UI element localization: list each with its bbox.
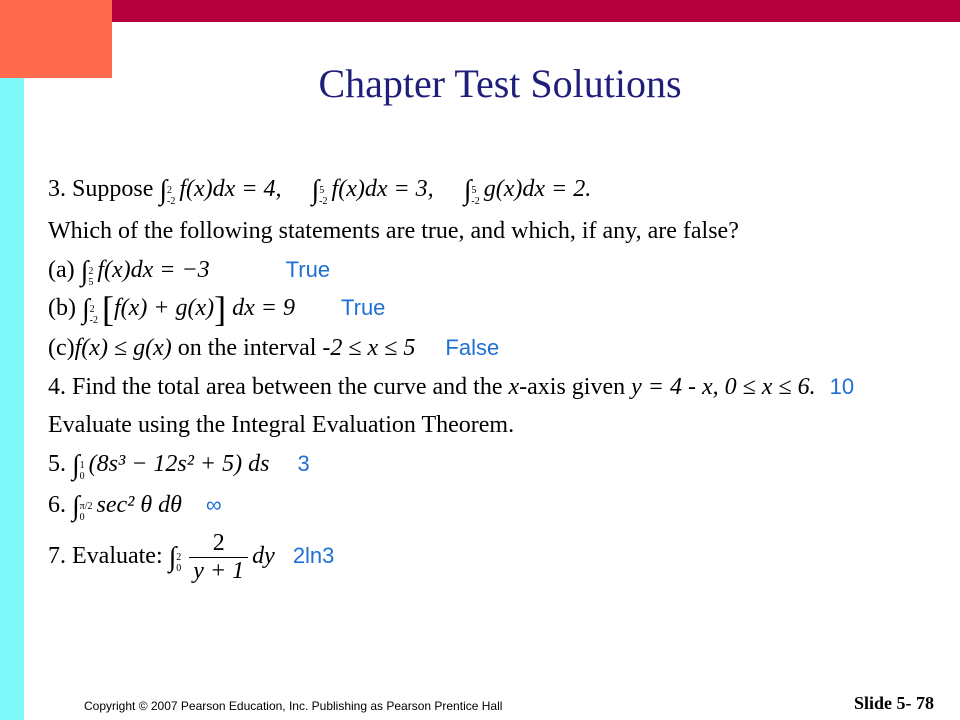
q3c-expr: f(x) ≤ g(x): [74, 335, 172, 361]
q4-answer: 10: [829, 374, 855, 399]
integral-limits: 2 -2: [89, 304, 98, 326]
q4-expr: y = 4 - x, 0 ≤ x ≤ 6.: [631, 374, 816, 400]
integral-limits: 1 0: [79, 460, 85, 482]
copyright-footer: Copyright © 2007 Pearson Education, Inc. Publishing as Pearson Prentice Hall: [84, 699, 503, 713]
q7-fraction: [189, 530, 248, 585]
q5-answer: 3: [297, 451, 310, 476]
integral-limits: 5 -2: [471, 185, 480, 207]
slide-title: Chapter Test Solutions: [318, 61, 682, 106]
q3-given-2: f(x)dx = 3,: [331, 176, 434, 202]
q3c-line: [48, 333, 499, 363]
left-bracket: [: [102, 289, 114, 329]
q3b-inner: f(x) + g(x): [114, 295, 215, 321]
integral-sign: ∫: [81, 294, 90, 325]
q3c-label: (c): [48, 335, 75, 361]
integral-limits: π/2 0: [79, 501, 93, 523]
q3-question: Which of the following statements are true, and which, if any, are false?: [48, 218, 739, 244]
q3b-answer: True: [341, 295, 386, 320]
left-accent-bar: [0, 0, 24, 720]
evaluate-instruction: Evaluate using the Integral Evaluation Theorem.: [48, 412, 515, 438]
integral-sign: ∫: [80, 256, 89, 287]
q6-expr: sec² θ dθ: [96, 492, 182, 518]
q4-line: [48, 372, 854, 402]
q3a-line: [48, 255, 330, 288]
integral-sign: ∫: [72, 491, 80, 522]
q6-answer: ∞: [205, 492, 222, 517]
integral-sign: ∫: [463, 175, 472, 206]
q3c-text: on the interval: [177, 335, 317, 361]
right-bracket: ]: [214, 289, 227, 329]
q5-number: 5.: [48, 451, 66, 477]
q3a-expr: f(x)dx = −3: [97, 257, 210, 283]
q7-numerator: 2: [189, 530, 248, 558]
q7-line: [48, 530, 334, 585]
q3-number: 3. Suppose: [48, 176, 154, 202]
q3b-line: [48, 289, 386, 329]
slide-number: Slide 5- 78: [853, 693, 934, 713]
q7-denominator: y + 1: [193, 558, 245, 584]
integral-sign: ∫: [168, 542, 177, 574]
top-accent-bar: [112, 0, 960, 22]
q3-given-line: [48, 174, 591, 207]
q3a-label: (a): [48, 257, 75, 283]
q3c-answer: False: [445, 335, 500, 360]
q7-tail: dy: [252, 543, 275, 570]
q7-answer: 2ln3: [292, 543, 335, 569]
integral-sign: ∫: [72, 450, 80, 481]
integral-sign: ∫: [311, 175, 320, 206]
q5-line: [48, 449, 310, 482]
integral-sign: ∫: [159, 175, 168, 206]
integral-limits: 2 5: [88, 266, 94, 288]
integral-limits: 5 -2: [319, 185, 328, 207]
q5-expr: (8s³ − 12s² + 5) ds: [88, 451, 270, 477]
q3a-answer: True: [285, 257, 331, 282]
q4-text: 4. Find the total area between the curve and the: [48, 374, 503, 400]
q3b-tail: dx = 9: [232, 295, 295, 321]
q4-text-after: -axis given: [519, 374, 626, 400]
integral-limits: 2 0: [176, 552, 182, 575]
q4-var: x: [508, 374, 520, 400]
q3b-label: (b): [48, 295, 76, 321]
integral-limits: 2 -2: [167, 185, 176, 207]
q3c-interval: -2 ≤ x ≤ 5: [322, 335, 416, 361]
q7-label: 7. Evaluate:: [48, 543, 163, 570]
q6-line: [48, 490, 222, 523]
q6-number: 6.: [48, 492, 66, 518]
q3-given-1: f(x)dx = 4,: [179, 176, 282, 202]
q3-given-3: g(x)dx = 2.: [483, 176, 592, 202]
